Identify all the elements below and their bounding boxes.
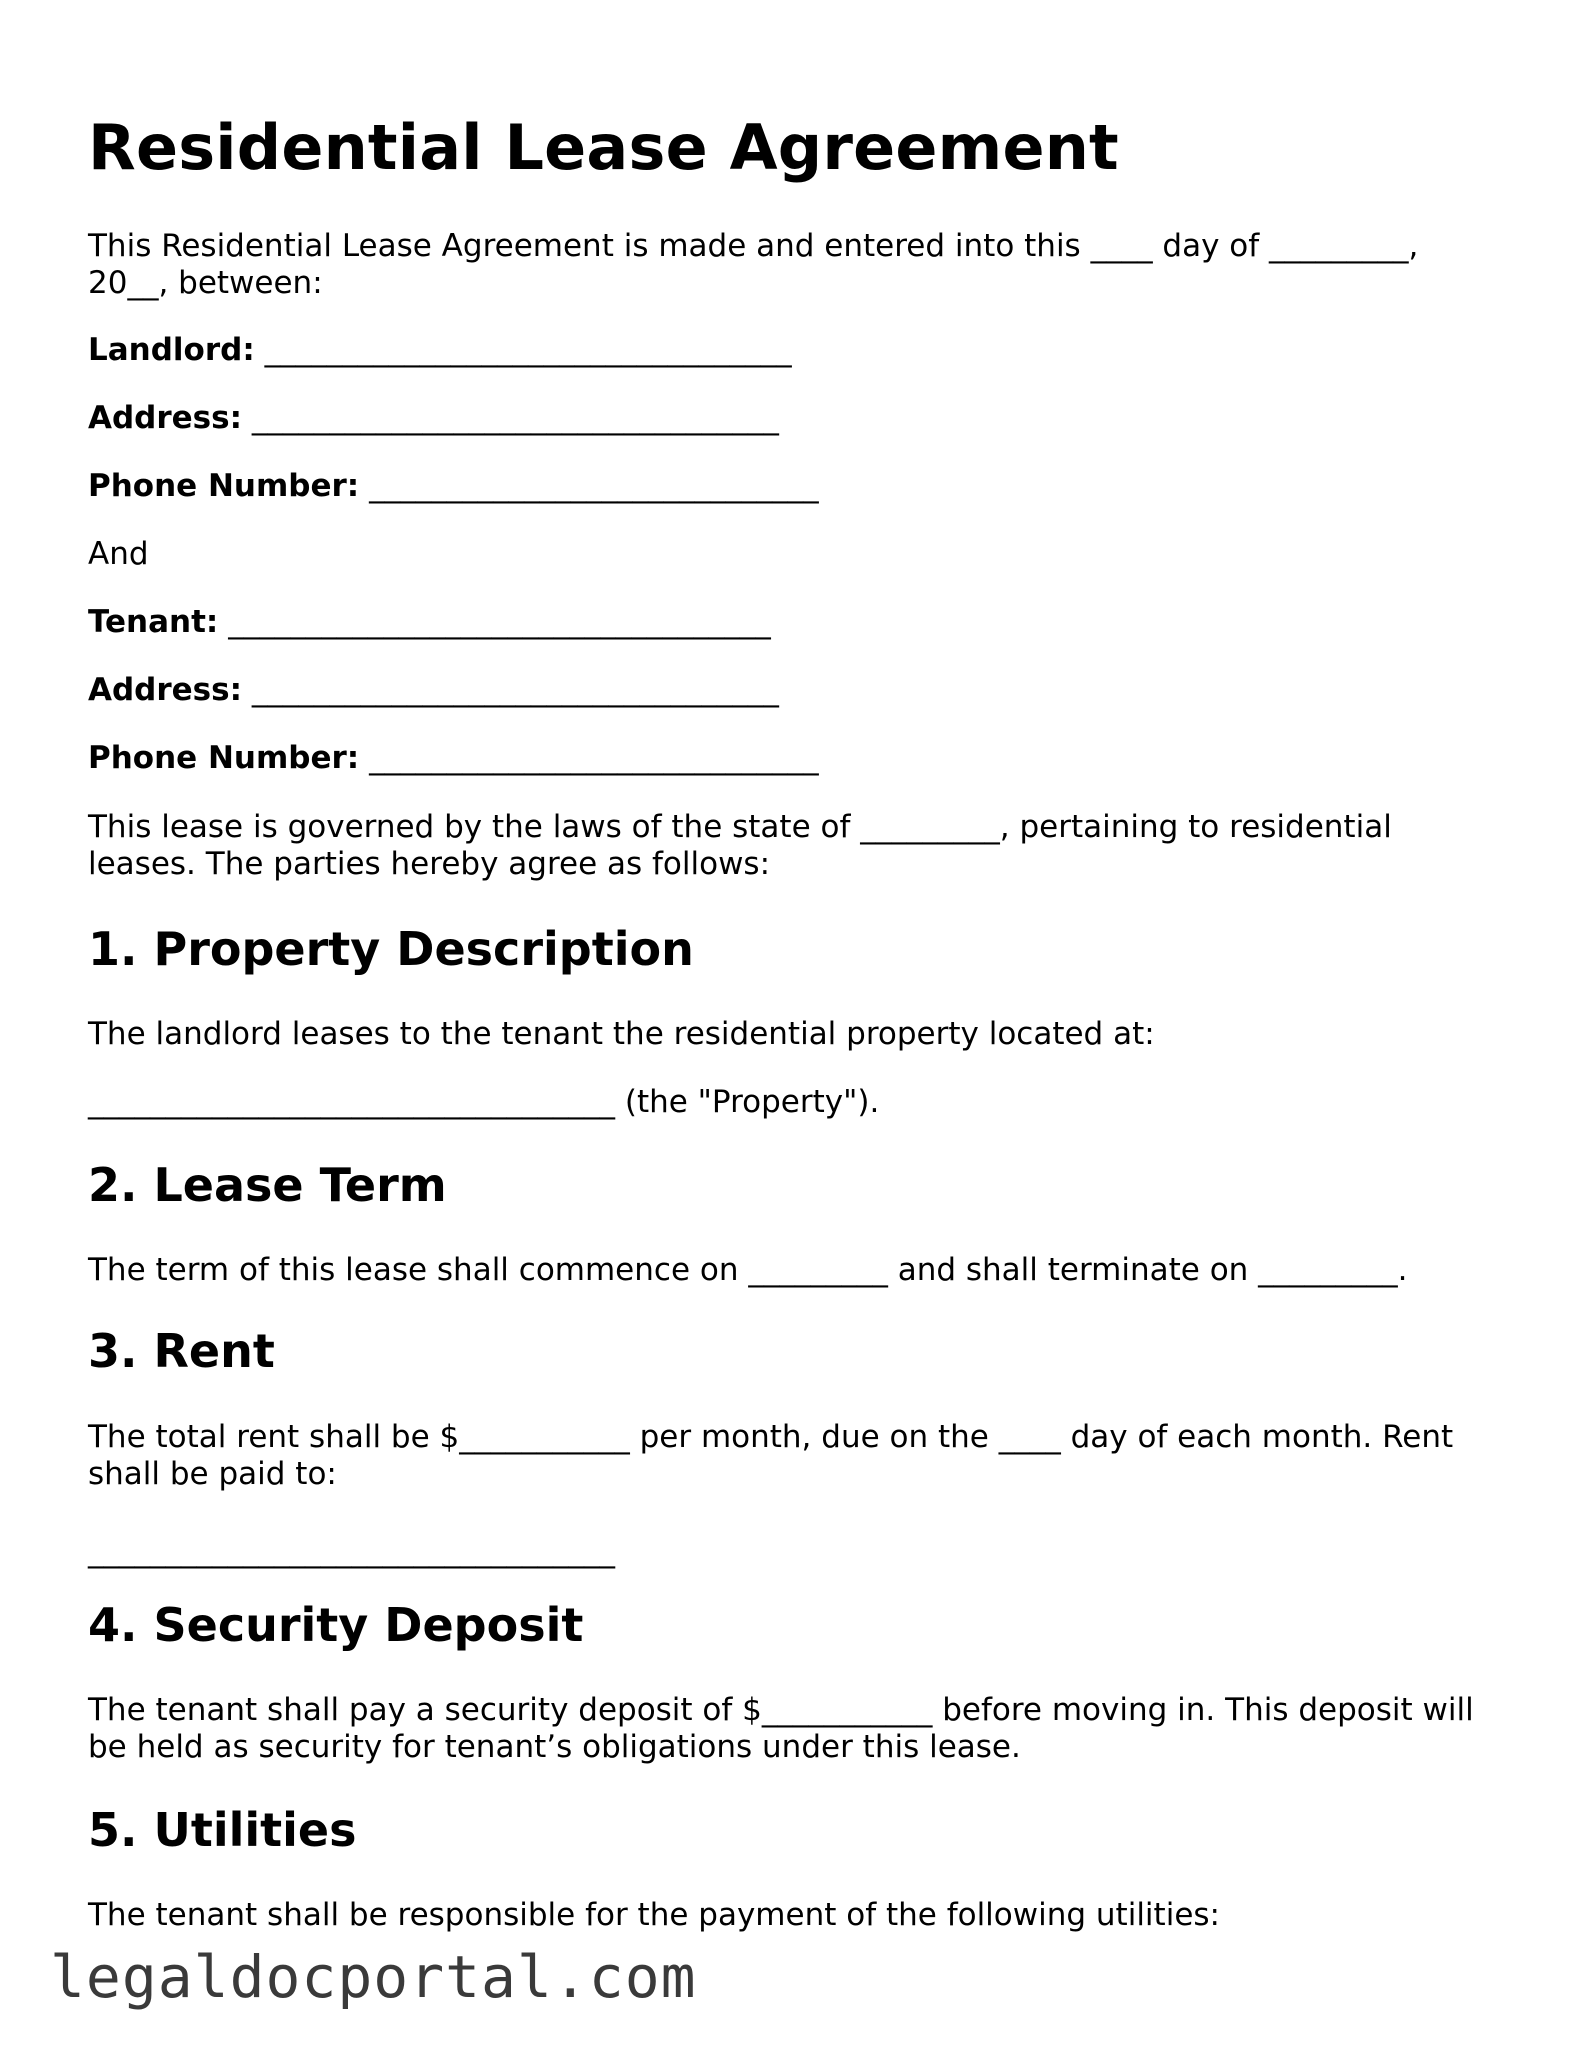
landlord-phone-label: Phone Number: — [88, 468, 360, 504]
rent-heading: 3. Rent — [88, 1324, 275, 1378]
intro-line-2: 20__, between: — [88, 265, 323, 301]
deposit-line-1: The tenant shall pay a security deposit of $___________ before moving in. This deposit will — [88, 1692, 1474, 1728]
landlord-name-label: Landlord: — [88, 332, 255, 368]
landlord-phone-field — [88, 468, 819, 505]
tenant-name-label: Tenant: — [88, 604, 219, 640]
rent-line-3: __________________________________ — [88, 1533, 615, 1569]
tenant-address-field — [88, 672, 779, 709]
landlord-address-label: Address: — [88, 400, 242, 436]
tenant-address-blank: __________________________________ — [251, 672, 779, 708]
document-title: Residential Lease Agreement — [88, 111, 1119, 184]
and-text: And — [88, 536, 149, 572]
utilities-line-1: The tenant shall be responsible for the payment of the following utilities: — [88, 1897, 1220, 1933]
property-line-2: __________________________________ (the "Property"). — [88, 1084, 880, 1120]
governing-line-2: leases. The parties hereby agree as follows: — [88, 846, 771, 882]
landlord-address-blank: __________________________________ — [251, 400, 779, 436]
deposit-line-2: be held as security for tenant’s obligations under this lease. — [88, 1729, 1021, 1765]
term-line-1: The term of this lease shall commence on _________ and shall terminate on _________. — [88, 1252, 1408, 1288]
watermark: legaldocportal.com — [50, 1943, 697, 2011]
term-heading: 2. Lease Term — [88, 1158, 447, 1212]
tenant-name-field — [88, 604, 771, 641]
governing-line-1: This lease is governed by the laws of the state of _________, pertaining to residential — [88, 809, 1392, 845]
rent-line-2: shall be paid to: — [88, 1456, 337, 1492]
deposit-heading: 4. Security Deposit — [88, 1598, 584, 1652]
intro-line-1: This Residential Lease Agreement is made and entered into this ____ day of _________, — [88, 228, 1419, 264]
property-heading: 1. Property Description — [88, 922, 694, 976]
landlord-name-blank: __________________________________ — [264, 332, 792, 368]
tenant-address-label: Address: — [88, 672, 242, 708]
landlord-address-field — [88, 400, 779, 437]
utilities-heading: 5. Utilities — [88, 1803, 357, 1857]
landlord-phone-blank: _____________________________ — [369, 468, 819, 504]
tenant-phone-blank: _____________________________ — [369, 740, 819, 776]
property-line-1: The landlord leases to the tenant the residential property located at: — [88, 1016, 1155, 1052]
tenant-phone-field — [88, 740, 819, 777]
tenant-name-blank: ___________________________________ — [228, 604, 771, 640]
tenant-phone-label: Phone Number: — [88, 740, 360, 776]
landlord-name-field — [88, 332, 792, 369]
rent-line-1: The total rent shall be $___________ per month, due on the ____ day of each month. Rent — [88, 1419, 1454, 1455]
